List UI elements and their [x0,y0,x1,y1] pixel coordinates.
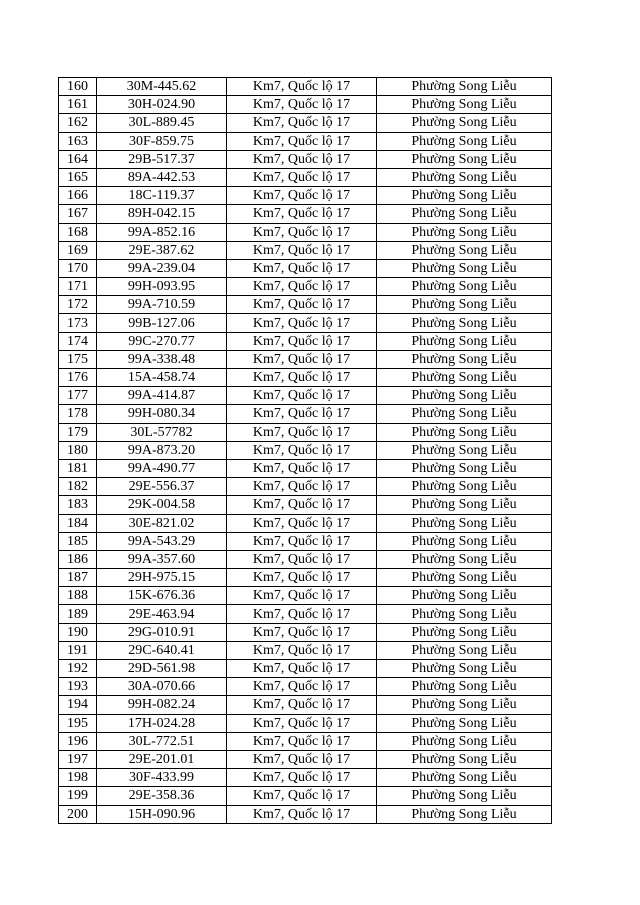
table-row [59,96,552,114]
ward-name: Phường Song Liễu [377,660,552,678]
violation-location: Km7, Quốc lộ 17 [227,78,377,96]
ward-name: Phường Song Liễu [377,732,552,750]
table-row [59,623,552,641]
ward-name: Phường Song Liễu [377,350,552,368]
table-row [59,314,552,332]
row-number: 176 [59,369,97,387]
row-number: 164 [59,150,97,168]
row-number: 160 [59,78,97,96]
row-number: 162 [59,114,97,132]
license-plate: 29G-010.91 [97,623,227,641]
table-row [59,423,552,441]
license-plate: 99H-080.34 [97,405,227,423]
ward-name: Phường Song Liễu [377,78,552,96]
violation-location: Km7, Quốc lộ 17 [227,623,377,641]
ward-name: Phường Song Liễu [377,641,552,659]
license-plate: 29E-201.01 [97,750,227,768]
license-plate: 99A-873.20 [97,441,227,459]
license-plate: 15H-090.96 [97,805,227,823]
row-number: 195 [59,714,97,732]
table-row [59,532,552,550]
violation-location: Km7, Quốc lộ 17 [227,496,377,514]
license-plate: 99A-357.60 [97,550,227,568]
row-number: 178 [59,405,97,423]
violation-location: Km7, Quốc lộ 17 [227,605,377,623]
row-number: 185 [59,532,97,550]
ward-name: Phường Song Liễu [377,314,552,332]
license-plate: 99H-093.95 [97,278,227,296]
row-number: 187 [59,569,97,587]
row-number: 183 [59,496,97,514]
license-plate: 29H-975.15 [97,569,227,587]
table-row [59,332,552,350]
ward-name: Phường Song Liễu [377,332,552,350]
violation-location: Km7, Quốc lộ 17 [227,569,377,587]
ward-name: Phường Song Liễu [377,423,552,441]
violation-location: Km7, Quốc lộ 17 [227,787,377,805]
row-number: 166 [59,187,97,205]
table-row [59,714,552,732]
violation-location: Km7, Quốc lộ 17 [227,205,377,223]
ward-name: Phường Song Liễu [377,168,552,186]
violation-location: Km7, Quốc lộ 17 [227,769,377,787]
row-number: 197 [59,750,97,768]
license-plate: 30F-859.75 [97,132,227,150]
row-number: 174 [59,332,97,350]
violation-location: Km7, Quốc lộ 17 [227,696,377,714]
violation-location: Km7, Quốc lộ 17 [227,405,377,423]
license-plate: 99B-127.06 [97,314,227,332]
license-plate: 89H-042.15 [97,205,227,223]
license-plate: 30M-445.62 [97,78,227,96]
table-row [59,278,552,296]
row-number: 171 [59,278,97,296]
license-plate: 29K-004.58 [97,496,227,514]
ward-name: Phường Song Liễu [377,405,552,423]
row-number: 196 [59,732,97,750]
row-number: 179 [59,423,97,441]
license-plate: 30L-57782 [97,423,227,441]
row-number: 161 [59,96,97,114]
table-row [59,259,552,277]
table-row [59,660,552,678]
license-plate: 29B-517.37 [97,150,227,168]
violation-location: Km7, Quốc lộ 17 [227,332,377,350]
row-number: 175 [59,350,97,368]
table-row [59,205,552,223]
license-plate: 30L-772.51 [97,732,227,750]
license-plate: 30A-070.66 [97,678,227,696]
license-plate: 29E-463.94 [97,605,227,623]
ward-name: Phường Song Liễu [377,532,552,550]
row-number: 181 [59,459,97,477]
table-row [59,696,552,714]
row-number: 189 [59,605,97,623]
violation-location: Km7, Quốc lộ 17 [227,387,377,405]
table-row [59,241,552,259]
license-plate: 18C-119.37 [97,187,227,205]
row-number: 190 [59,623,97,641]
table-row [59,787,552,805]
row-number: 165 [59,168,97,186]
license-plate: 99A-852.16 [97,223,227,241]
ward-name: Phường Song Liễu [377,496,552,514]
violation-location: Km7, Quốc lộ 17 [227,750,377,768]
violation-location: Km7, Quốc lộ 17 [227,641,377,659]
ward-name: Phường Song Liễu [377,387,552,405]
table-row [59,168,552,186]
table-row [59,350,552,368]
violation-location: Km7, Quốc lộ 17 [227,350,377,368]
violation-location: Km7, Quốc lộ 17 [227,369,377,387]
row-number: 170 [59,259,97,277]
ward-name: Phường Song Liễu [377,369,552,387]
ward-name: Phường Song Liễu [377,223,552,241]
license-plate: 99A-239.04 [97,259,227,277]
vehicle-list-table [58,77,552,824]
violation-location: Km7, Quốc lộ 17 [227,296,377,314]
ward-name: Phường Song Liễu [377,296,552,314]
license-plate: 29E-387.62 [97,241,227,259]
license-plate: 99A-490.77 [97,459,227,477]
ward-name: Phường Song Liễu [377,623,552,641]
row-number: 193 [59,678,97,696]
table-row [59,387,552,405]
violation-location: Km7, Quốc lộ 17 [227,168,377,186]
row-number: 188 [59,587,97,605]
table-row [59,369,552,387]
ward-name: Phường Song Liễu [377,550,552,568]
license-plate: 99C-270.77 [97,332,227,350]
row-number: 199 [59,787,97,805]
row-number: 194 [59,696,97,714]
violation-location: Km7, Quốc lộ 17 [227,114,377,132]
table-row [59,805,552,823]
ward-name: Phường Song Liễu [377,696,552,714]
violation-location: Km7, Quốc lộ 17 [227,660,377,678]
violation-location: Km7, Quốc lộ 17 [227,550,377,568]
ward-name: Phường Song Liễu [377,769,552,787]
violation-location: Km7, Quốc lộ 17 [227,587,377,605]
table-row [59,296,552,314]
ward-name: Phường Song Liễu [377,750,552,768]
table-row [59,441,552,459]
license-plate: 30L-889.45 [97,114,227,132]
table-row [59,405,552,423]
license-plate: 17H-024.28 [97,714,227,732]
row-number: 191 [59,641,97,659]
license-plate: 99H-082.24 [97,696,227,714]
license-plate: 30F-433.99 [97,769,227,787]
license-plate: 15A-458.74 [97,369,227,387]
license-plate: 89A-442.53 [97,168,227,186]
table-row [59,605,552,623]
ward-name: Phường Song Liễu [377,605,552,623]
table-row [59,641,552,659]
violation-location: Km7, Quốc lộ 17 [227,441,377,459]
violation-location: Km7, Quốc lộ 17 [227,805,377,823]
violation-location: Km7, Quốc lộ 17 [227,423,377,441]
ward-name: Phường Song Liễu [377,459,552,477]
row-number: 186 [59,550,97,568]
ward-name: Phường Song Liễu [377,96,552,114]
license-plate: 99A-414.87 [97,387,227,405]
row-number: 173 [59,314,97,332]
table-row [59,114,552,132]
ward-name: Phường Song Liễu [377,114,552,132]
table-row [59,132,552,150]
row-number: 198 [59,769,97,787]
violation-location: Km7, Quốc lộ 17 [227,478,377,496]
license-plate: 99A-338.48 [97,350,227,368]
table-row [59,587,552,605]
row-number: 180 [59,441,97,459]
ward-name: Phường Song Liễu [377,678,552,696]
violation-location: Km7, Quốc lộ 17 [227,278,377,296]
ward-name: Phường Song Liễu [377,514,552,532]
ward-name: Phường Song Liễu [377,714,552,732]
table-row [59,478,552,496]
ward-name: Phường Song Liễu [377,478,552,496]
row-number: 167 [59,205,97,223]
license-plate: 29C-640.41 [97,641,227,659]
license-plate: 30H-024.90 [97,96,227,114]
ward-name: Phường Song Liễu [377,187,552,205]
ward-name: Phường Song Liễu [377,787,552,805]
violation-location: Km7, Quốc lộ 17 [227,150,377,168]
table-row [59,569,552,587]
row-number: 200 [59,805,97,823]
ward-name: Phường Song Liễu [377,278,552,296]
violation-location: Km7, Quốc lộ 17 [227,259,377,277]
violation-location: Km7, Quốc lộ 17 [227,223,377,241]
license-plate: 29E-358.36 [97,787,227,805]
ward-name: Phường Song Liễu [377,205,552,223]
violation-location: Km7, Quốc lộ 17 [227,314,377,332]
table-row [59,514,552,532]
ward-name: Phường Song Liễu [377,132,552,150]
table-row [59,678,552,696]
license-plate: 29D-561.98 [97,660,227,678]
row-number: 172 [59,296,97,314]
table-row [59,187,552,205]
violation-location: Km7, Quốc lộ 17 [227,459,377,477]
license-plate: 29E-556.37 [97,478,227,496]
row-number: 192 [59,660,97,678]
table-row [59,550,552,568]
violation-location: Km7, Quốc lộ 17 [227,132,377,150]
violation-location: Km7, Quốc lộ 17 [227,714,377,732]
row-number: 177 [59,387,97,405]
ward-name: Phường Song Liễu [377,241,552,259]
row-number: 169 [59,241,97,259]
license-plate: 15K-676.36 [97,587,227,605]
violation-location: Km7, Quốc lộ 17 [227,241,377,259]
row-number: 184 [59,514,97,532]
ward-name: Phường Song Liễu [377,441,552,459]
table-row [59,223,552,241]
table-row [59,78,552,96]
table-row [59,769,552,787]
ward-name: Phường Song Liễu [377,587,552,605]
license-plate: 99A-710.59 [97,296,227,314]
table-body [59,78,552,824]
table-row [59,150,552,168]
violation-location: Km7, Quốc lộ 17 [227,187,377,205]
violation-location: Km7, Quốc lộ 17 [227,96,377,114]
table-row [59,750,552,768]
violation-location: Km7, Quốc lộ 17 [227,514,377,532]
row-number: 182 [59,478,97,496]
ward-name: Phường Song Liễu [377,259,552,277]
violation-location: Km7, Quốc lộ 17 [227,678,377,696]
table-row [59,496,552,514]
ward-name: Phường Song Liễu [377,805,552,823]
row-number: 168 [59,223,97,241]
ward-name: Phường Song Liễu [377,150,552,168]
violation-location: Km7, Quốc lộ 17 [227,532,377,550]
license-plate: 99A-543.29 [97,532,227,550]
table-row [59,732,552,750]
violation-location: Km7, Quốc lộ 17 [227,732,377,750]
license-plate: 30E-821.02 [97,514,227,532]
ward-name: Phường Song Liễu [377,569,552,587]
row-number: 163 [59,132,97,150]
table-row [59,459,552,477]
